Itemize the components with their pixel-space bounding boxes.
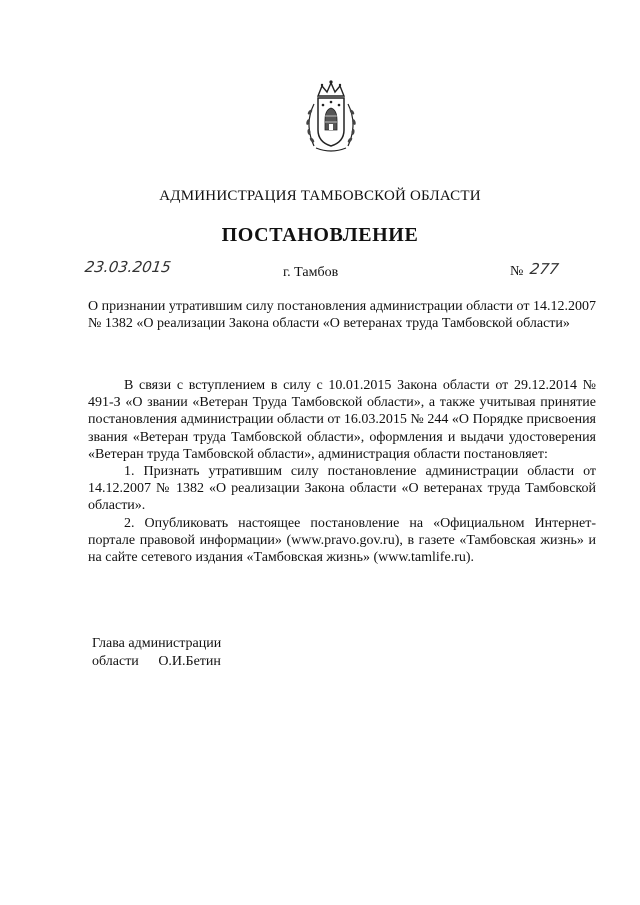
issuing-authority: АДМИНИСТРАЦИЯ ТАМБОВСКОЙ ОБЛАСТИ (159, 188, 481, 204)
document-number-sign: № (510, 264, 524, 279)
preamble-paragraph: В связи с вступлением в силу с 10.01.2015 Закона области от 29.12.2014 № 491-З «О звании «Ветеран Труда Тамбовской области», а также учитывая принятие постановления администрации области от 16.03.2015 № 244 «О Порядке присвоения звания «Ветеран труда Тамбовской области», оформления и выдачи удостоверения «Ветеран труда Тамбовской области», администрация области постановляет: (88, 378, 596, 462)
coat-of-arms-icon (300, 78, 362, 156)
resolution-item-1: 1. Признать утратившим силу постановление администрации области от 14.12.2007 № 1382 «О реализации Закона области «О ветеранах труда Тамбовской области». (88, 464, 596, 514)
document-subject: О признании утратившим силу постановления администрации области от 14.12.2007 № 1382 «О реализации Закона области «О ветеранах труда Тамбовской области» (88, 299, 596, 331)
document-title: ПОСТАНОВЛЕНИЕ (221, 224, 419, 246)
signature-block (92, 635, 221, 671)
document-body (88, 377, 596, 566)
document-date: 23.03.2015 (83, 258, 173, 276)
signatory-position: Глава администрации (92, 636, 222, 651)
signatory-line (92, 653, 221, 671)
document-number: 277 (528, 260, 560, 278)
resolution-item-2: 2. Опубликовать настоящее постановление на «Официальном Интернет-портале правовой информации» (www.pravo.gov.ru), в газете «Тамбовская жизнь» и на сайте сетевого издания «Тамбовская жизнь» (www.tamlife.ru). (88, 515, 596, 566)
document-city: г. Тамбов (283, 265, 339, 280)
signatory-name: О.И.Бетин (158, 654, 221, 669)
signatory-position-cont: области (92, 654, 139, 669)
